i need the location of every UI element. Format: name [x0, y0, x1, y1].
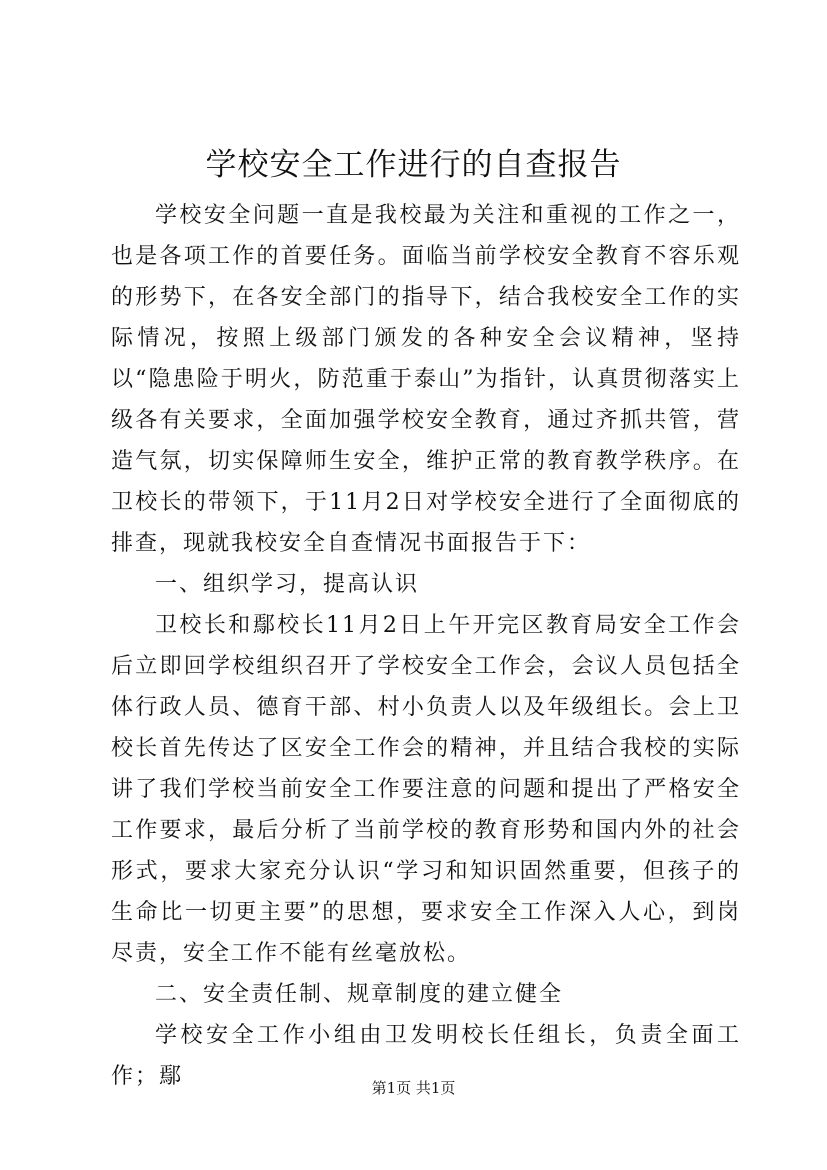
section-heading-2: 二、安全责任制、规章制度的建立健全 — [155, 982, 564, 1007]
page-footer — [0, 1078, 827, 1098]
section-2-paragraph: 学校安全工作小组由卫发明校长任组长，负责全面工作；鄢 — [111, 1023, 741, 1089]
intro-paragraph: 学校安全问题一直是我校最为关注和重视的工作之一，也是各项工作的首要任务。面临当前学校安全教育不容乐观的形势下，在各安全部门的指导下，结合我校安全工作的实际情况，按照上级部门颁发的各种安全会议精神，坚持以“隐患险于明火，防范重于泰山”为指针，认真贯彻落实上级各有关要求，全面加强学校安全教育，通过齐抓共管，营造气氛，切实保障师生安全，维护正常的教育教学秩序。在卫校长的带领下，于11月2日对学校安全进行了全面彻底的排查，现就我校安全自查情况书面报告于下： — [111, 203, 741, 556]
page-number-label: 第1页 共1页 — [371, 1079, 456, 1097]
section-heading-1: 一、组织学习，提高认识 — [155, 572, 420, 597]
document-title: 学校安全工作进行的自查报告 — [205, 147, 622, 183]
document-body — [111, 195, 741, 1097]
section-1-paragraph: 卫校长和鄢校长11月2日上午开完区教育局安全工作会后立即回学校组织召开了学校安全工作会，会议人员包括全体行政人员、德育干部、村小负责人以及年级组长。会上卫校长首先传达了区安全工作会的精神，并且结合我校的实际讲了我们学校当前安全工作要注意的问题和提出了严格安全工作要求，最后分析了当前学校的教育形势和国内外的社会形式，要求大家充分认识“学习和知识固然重要，但孩子的生命比一切更主要”的思想，要求安全工作深入人心，到岗尽责，安全工作不能有丝毫放松。 — [111, 613, 741, 966]
